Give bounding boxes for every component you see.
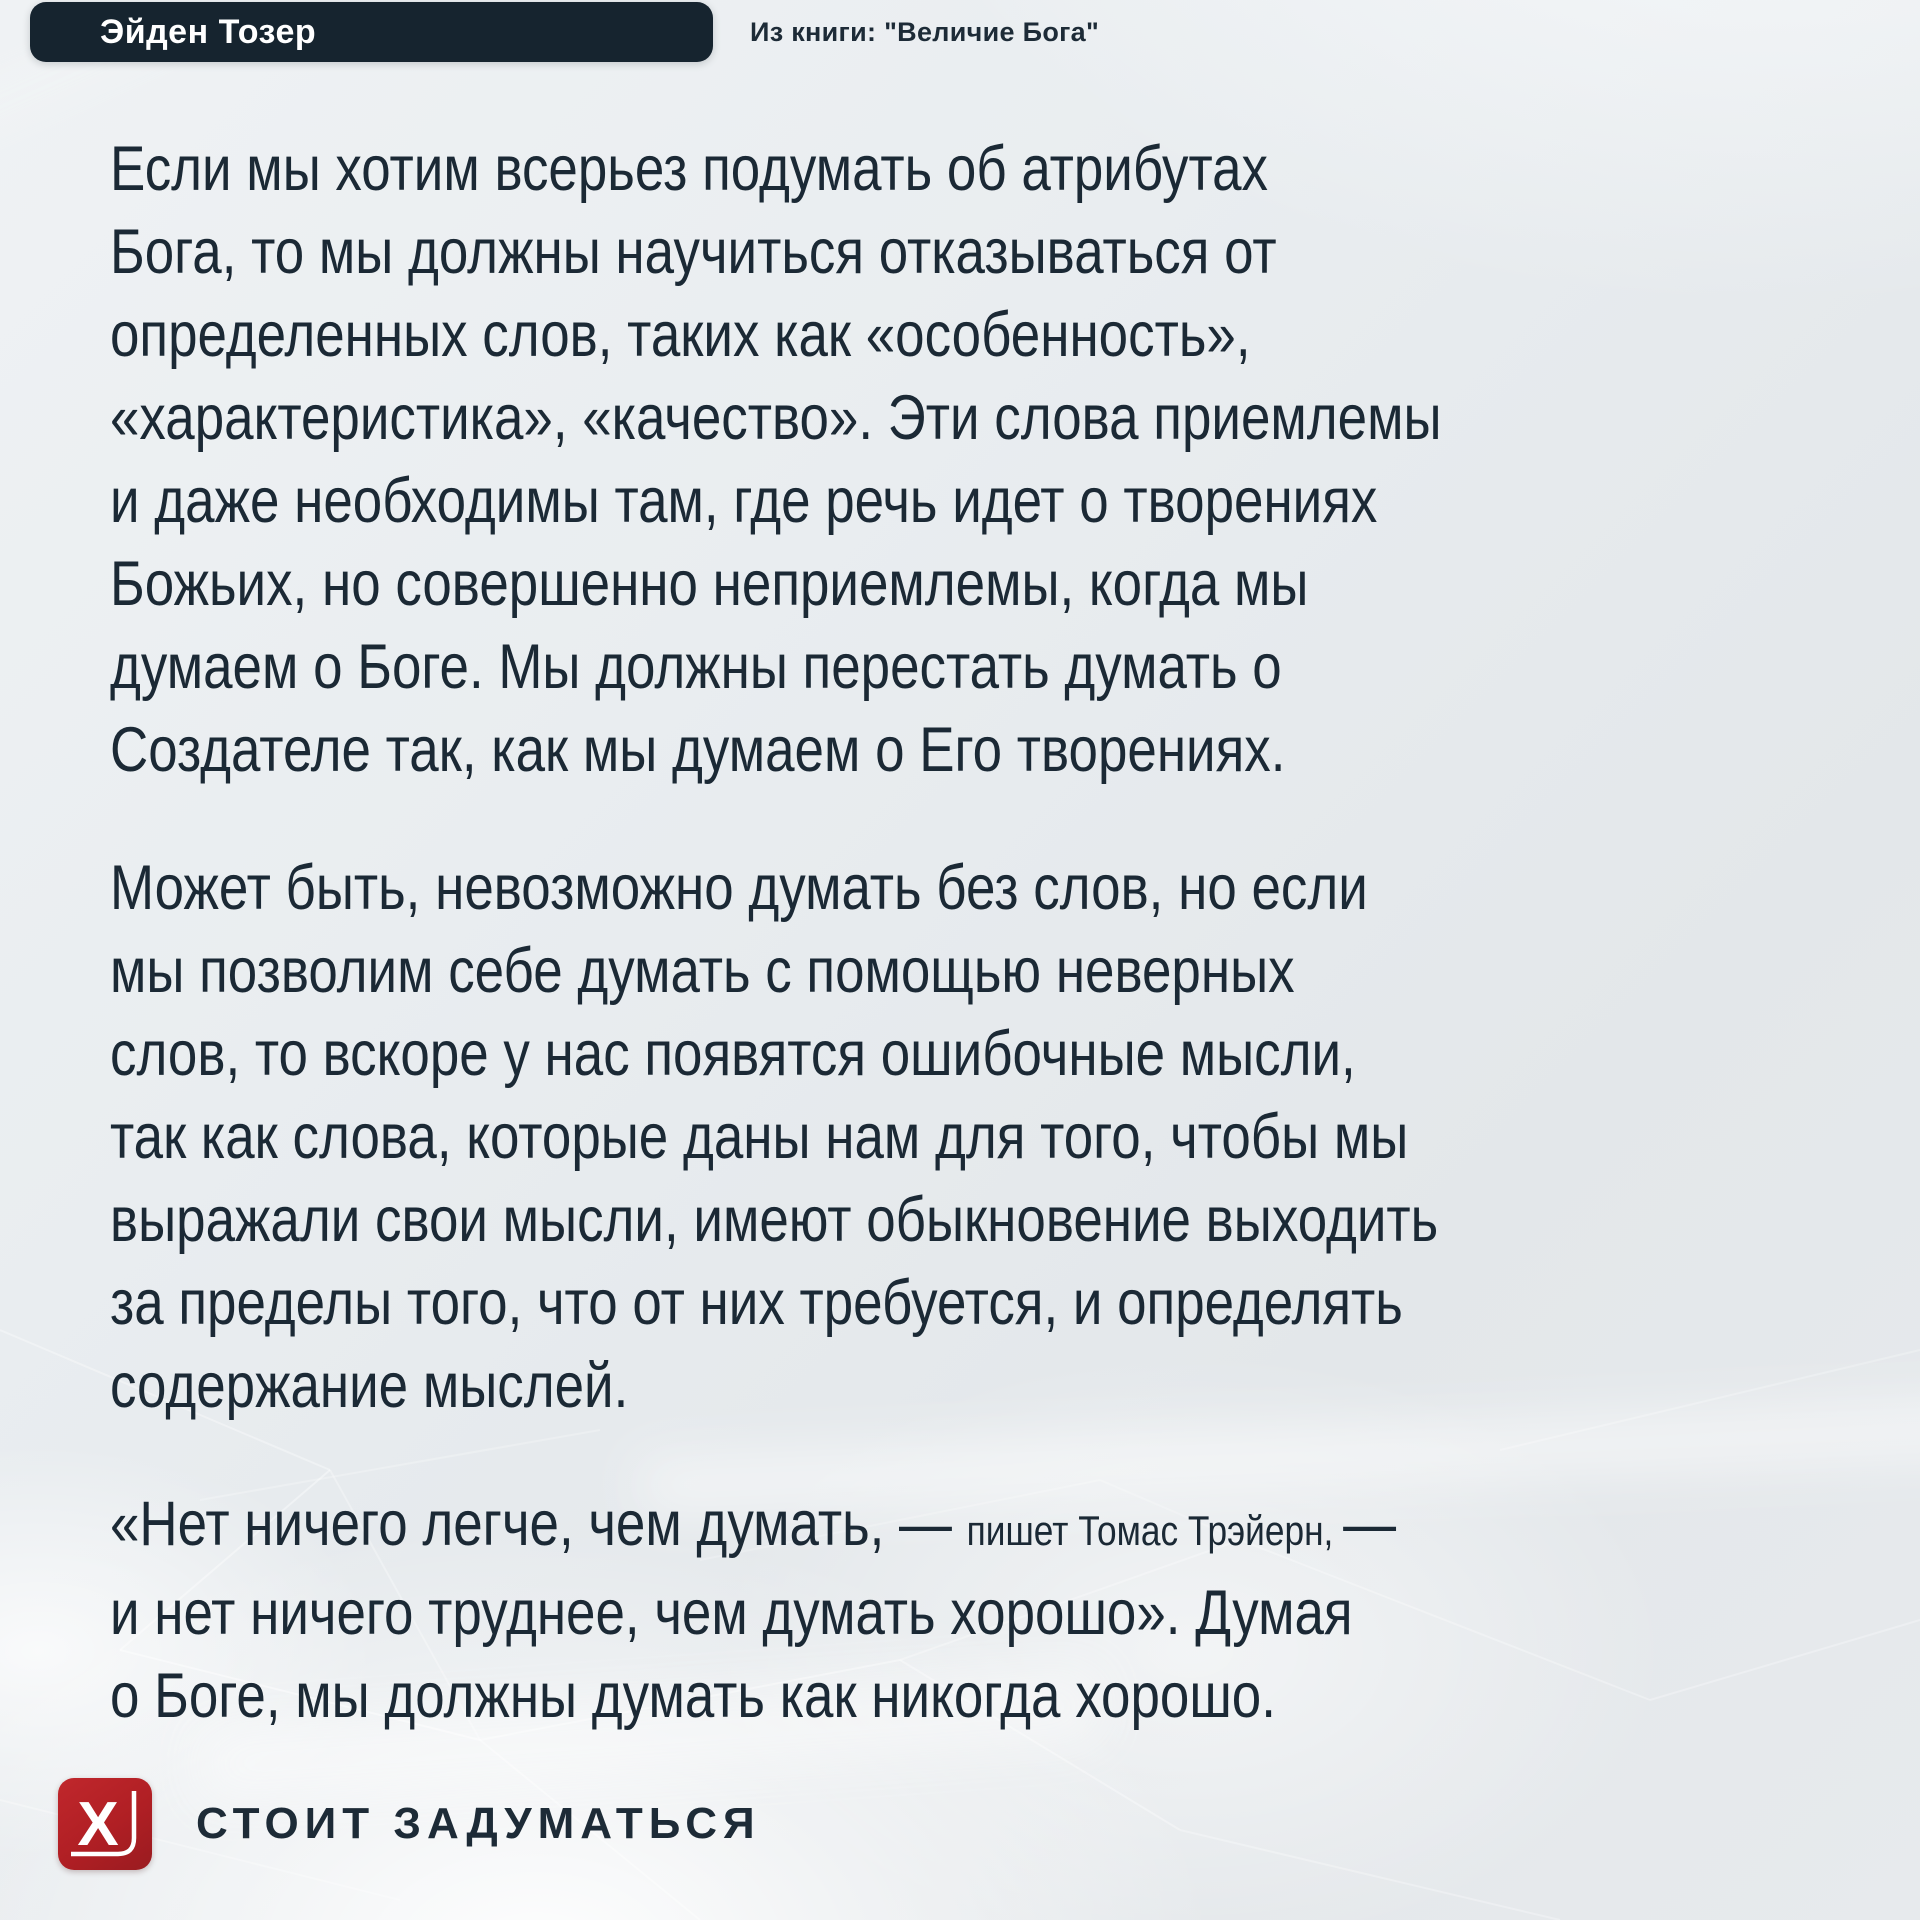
quote-text-segment: слов, то вскоре у нас появятся ошибочные мысли, — [110, 1019, 1356, 1089]
quote-text-segment: выражали свои мысли, имеют обыкновение выходить — [110, 1185, 1439, 1255]
quote-line — [110, 847, 1622, 930]
quote-text-segment: так как слова, которые даны нам для того, чтобы мы — [110, 1102, 1409, 1172]
quote-text-segment: пишет Томас Трэйерн, — [966, 1507, 1344, 1554]
quote-text-segment: Если мы хотим всерьез подумать об атрибутах — [110, 134, 1269, 204]
quote-line — [110, 377, 1622, 460]
quote-text-segment: «характеристика», «качество». Эти слова приемлемы — [110, 383, 1442, 453]
quote-text-segment: о Боге, мы должны думать как никогда хорошо. — [110, 1661, 1276, 1731]
quote-text-segment: Бога, то мы должны научиться отказываться от — [110, 217, 1277, 287]
quote-line — [110, 1655, 1622, 1738]
footer — [58, 1778, 761, 1870]
quote-line — [110, 1179, 1622, 1262]
book-source-label: Из книги: "Величие Бога" — [750, 16, 1100, 47]
quote-line — [110, 1013, 1622, 1096]
quote-line — [110, 1345, 1622, 1428]
quote-text-segment: содержание мыслей. — [110, 1351, 629, 1421]
author-badge — [30, 2, 713, 62]
quote-text-segment: «Нет ничего легче, чем думать, — — [110, 1489, 967, 1559]
quote-text-segment: за пределы того, что от них требуется, и определять — [110, 1268, 1403, 1338]
x-logo-icon — [58, 1778, 152, 1870]
quote-text-segment: — — [1343, 1489, 1397, 1559]
quote-line — [110, 1483, 1622, 1572]
quote-paragraphs — [110, 128, 1622, 1738]
quote-line — [110, 460, 1622, 543]
quote-line — [110, 1572, 1622, 1655]
quote-line — [110, 128, 1622, 211]
quote-line — [110, 1262, 1622, 1345]
quote-text-segment: Может быть, невозможно думать без слов, но если — [110, 853, 1368, 923]
quote-line — [110, 709, 1622, 792]
quote-text-segment: и даже необходимы там, где речь идет о творениях — [110, 466, 1378, 536]
quote-text-segment: определенных слов, таких как «особенность», — [110, 300, 1251, 370]
quote-paragraph — [110, 847, 1622, 1428]
quote-paragraph — [110, 1483, 1622, 1738]
logo-letter: X — [77, 1790, 119, 1859]
quote-text-segment: и нет ничего труднее, чем думать хорошо». Думая — [110, 1578, 1353, 1648]
quote-text-segment: думаем о Боге. Мы должны перестать думать о — [110, 632, 1282, 702]
quote-text-segment: Создателе так, как мы думаем о Его творениях. — [110, 715, 1286, 785]
quote-line — [110, 543, 1622, 626]
quote-text-segment: Божьих, но совершенно неприемлемы, когда мы — [110, 549, 1309, 619]
quote-text-segment: мы позволим себе думать с помощью неверных — [110, 936, 1295, 1006]
quote-line — [110, 930, 1622, 1013]
quote-line — [110, 211, 1622, 294]
quote-paragraph — [110, 128, 1622, 792]
author-name: Эйден Тозер — [100, 12, 317, 51]
brand-wordmark: СТОИТ ЗАДУМАТЬСЯ — [196, 1799, 761, 1848]
quote-line — [110, 294, 1622, 377]
quote-line — [110, 1096, 1622, 1179]
quote-line — [110, 626, 1622, 709]
brand-logo — [58, 1778, 152, 1870]
